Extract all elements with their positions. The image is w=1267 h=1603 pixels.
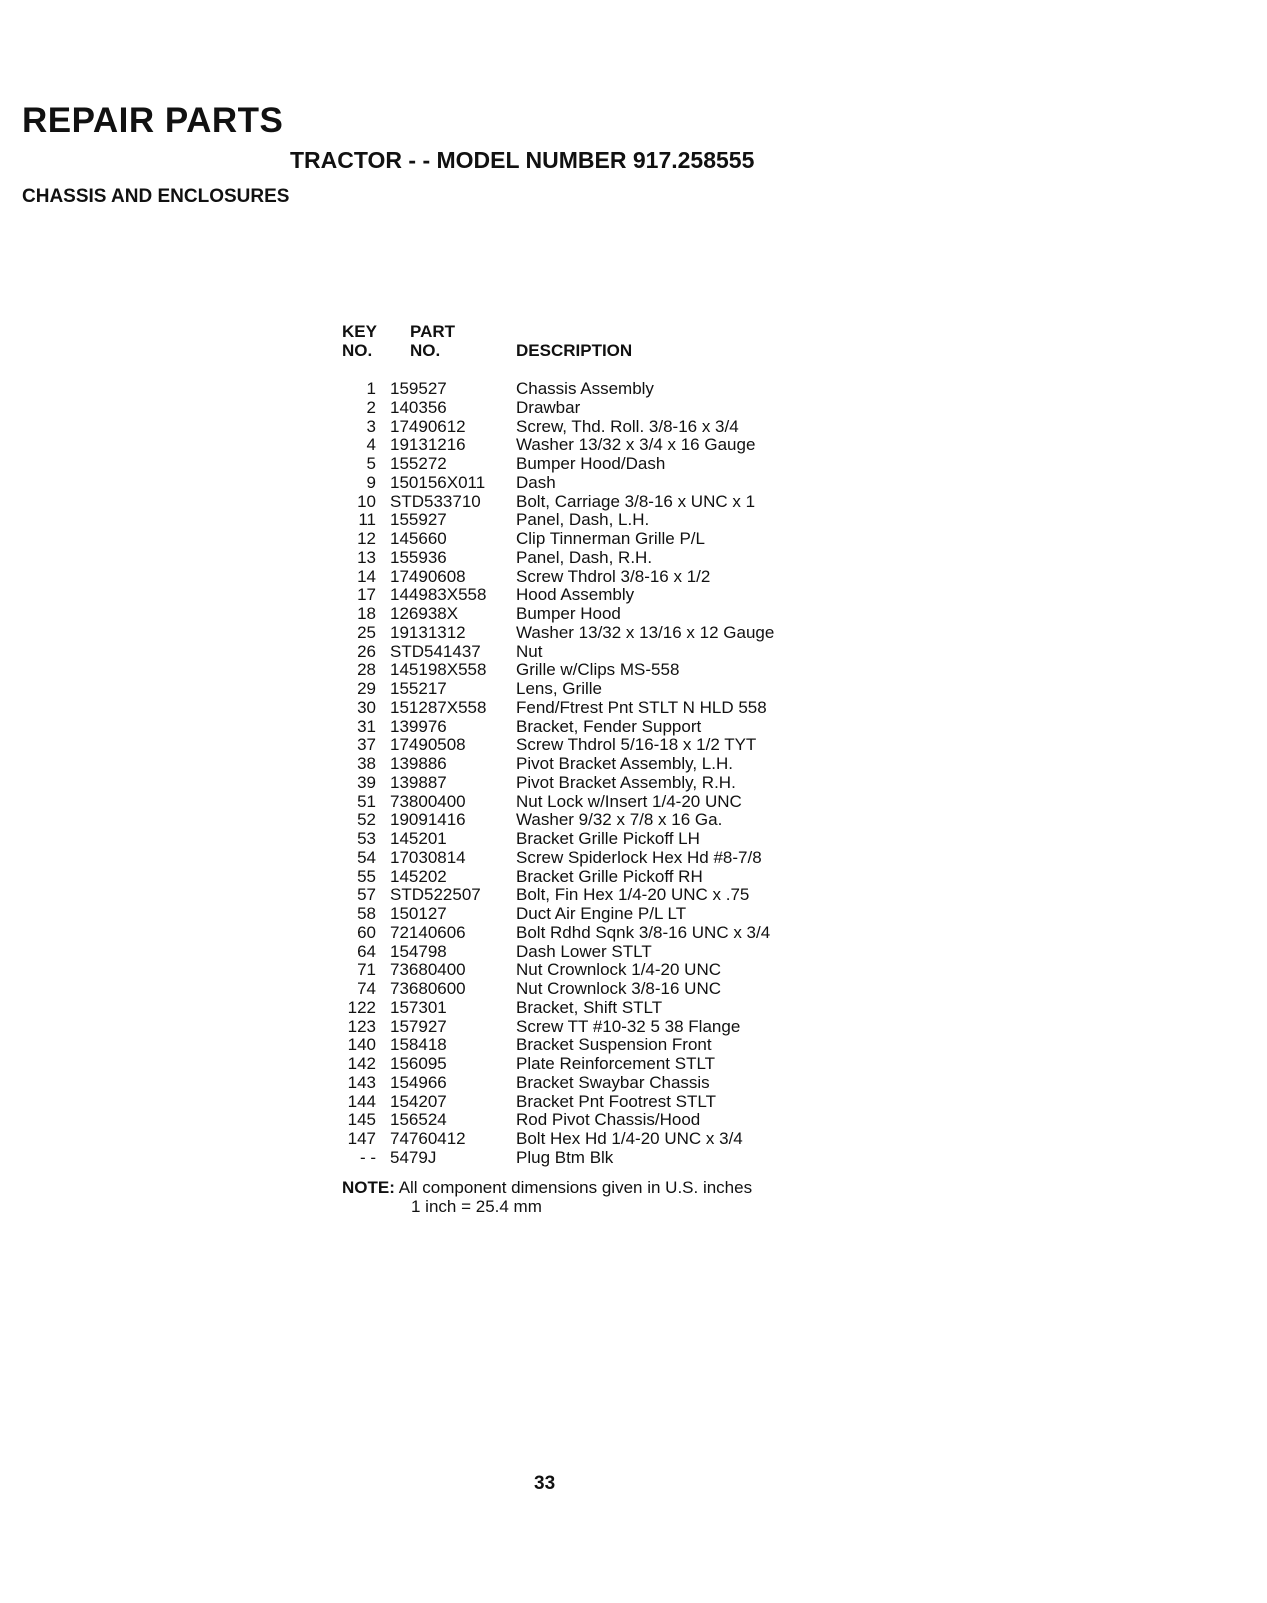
part-description: Panel, Dash, R.H. <box>516 547 653 567</box>
list-item <box>340 1036 860 1055</box>
part-number: 5479J <box>390 1147 437 1167</box>
part-number: 145198X558 <box>390 660 487 680</box>
list-item <box>340 943 860 962</box>
part-description: Nut Crownlock 1/4-20 UNC <box>516 960 722 980</box>
list-item <box>340 905 860 924</box>
part-number: 19091416 <box>390 810 466 830</box>
list-item <box>340 380 860 399</box>
part-number: 150156X011 <box>390 472 486 492</box>
part-number: 154207 <box>390 1091 447 1111</box>
key-number: 142 <box>347 1054 376 1073</box>
list-item <box>340 511 860 530</box>
note <box>342 1178 752 1197</box>
part-description: Screw Thdrol 3/8-16 x 1/2 <box>516 566 711 586</box>
part-number: 139886 <box>390 754 447 773</box>
key-number: 9 <box>366 472 376 492</box>
part-number: 155927 <box>390 510 447 530</box>
part-description: Lens, Grille <box>516 679 602 698</box>
part-number: 74760412 <box>390 1129 466 1148</box>
key-number: 13 <box>357 547 376 567</box>
list-item <box>340 793 860 812</box>
part-description: Screw, Thd. Roll. 3/8-16 x 3/4 <box>516 416 739 436</box>
list-item <box>340 830 860 849</box>
part-description: Bracket Grille Pickoff LH <box>516 829 700 848</box>
part-description: Bolt Rdhd Sqnk 3/8-16 UNC x 3/4 <box>516 922 771 942</box>
key-number: 60 <box>357 922 376 942</box>
list-item <box>340 568 860 587</box>
list-item <box>340 699 860 718</box>
part-description: Plate Reinforcement STLT <box>516 1054 716 1073</box>
part-number: 17030814 <box>390 847 466 867</box>
key-number: 52 <box>357 810 376 830</box>
key-header-line1: KEY <box>342 322 377 341</box>
key-number: 14 <box>357 566 376 586</box>
part-number: 151287X558 <box>390 697 487 717</box>
list-item <box>340 774 860 793</box>
part-number: 158418 <box>390 1035 447 1055</box>
key-number: 18 <box>357 604 376 623</box>
key-number: 17 <box>357 585 376 605</box>
part-description: Bracket Pnt Footrest STLT <box>516 1091 716 1111</box>
list-item <box>340 1111 860 1130</box>
list-item <box>340 661 860 680</box>
key-number: 30 <box>357 697 376 717</box>
list-item <box>340 624 860 643</box>
list-item <box>340 886 860 905</box>
part-number: 154966 <box>390 1072 447 1092</box>
part-description: Pivot Bracket Assembly, R.H. <box>516 772 736 792</box>
part-number: 156524 <box>390 1110 447 1130</box>
key-number: 38 <box>357 754 376 773</box>
parts-list <box>340 380 860 1168</box>
key-number: 39 <box>357 772 376 792</box>
part-description: Nut Crownlock 3/8-16 UNC <box>516 979 722 998</box>
list-item <box>340 1093 860 1112</box>
part-description: Rod Pivot Chassis/Hood <box>516 1110 701 1130</box>
key-number: 140 <box>347 1035 376 1055</box>
part-number: 126938X <box>390 604 459 623</box>
key-number: 31 <box>357 716 376 736</box>
list-item <box>340 586 860 605</box>
list-item <box>340 549 860 568</box>
list-item <box>340 455 860 474</box>
part-description: Bumper Hood <box>516 604 621 623</box>
part-description: Bracket, Shift STLT <box>516 997 663 1017</box>
part-description: Washer 9/32 x 7/8 x 16 Ga. <box>516 810 723 830</box>
key-number: 54 <box>357 847 376 867</box>
key-number: 57 <box>357 885 376 905</box>
note-conversion: 1 inch = 25.4 mm <box>411 1197 542 1216</box>
key-number: 29 <box>357 679 376 698</box>
part-number: STD533710 <box>390 491 481 511</box>
part-number: 145202 <box>390 866 447 886</box>
key-number: 11 <box>358 510 376 530</box>
part-description: Bracket, Fender Support <box>516 716 702 736</box>
list-item <box>340 1055 860 1074</box>
key-number: 147 <box>347 1129 376 1148</box>
key-number: 74 <box>357 979 376 998</box>
key-number: 25 <box>357 622 376 642</box>
key-number: 53 <box>357 829 376 848</box>
part-description: Screw Spiderlock Hex Hd #8-7/8 <box>516 847 762 867</box>
section-heading: CHASSIS AND ENCLOSURES <box>22 186 290 207</box>
list-item <box>340 530 860 549</box>
part-description: Screw Thdrol 5/16-18 x 1/2 TYT <box>516 735 757 755</box>
part-description: Nut Lock w/Insert 1/4-20 UNC <box>516 791 742 811</box>
key-number: 5 <box>366 454 376 473</box>
key-number: 145 <box>347 1110 376 1130</box>
note-label: NOTE: <box>342 1178 395 1197</box>
key-number: 144 <box>347 1091 376 1111</box>
list-item <box>340 868 860 887</box>
part-number: 140356 <box>390 397 447 417</box>
part-description: Bolt Hex Hd 1/4-20 UNC x 3/4 <box>516 1129 743 1148</box>
part-description: Drawbar <box>516 397 581 417</box>
list-item <box>340 1074 860 1093</box>
part-description: Fend/Ftrest Pnt STLT N HLD 558 <box>516 697 767 717</box>
part-number: 144983X558 <box>390 585 487 605</box>
part-description: Duct Air Engine P/L LT <box>516 904 687 923</box>
list-item <box>340 643 860 662</box>
part-number: 139887 <box>390 772 447 792</box>
part-description: Grille w/Clips MS-558 <box>516 660 680 680</box>
description-column-header: DESCRIPTION <box>516 341 633 360</box>
part-number: 145660 <box>390 529 447 548</box>
part-description: Panel, Dash, L.H. <box>516 510 650 530</box>
part-no-column-header <box>410 322 455 360</box>
part-description: Chassis Assembly <box>516 379 654 398</box>
part-number: 73680600 <box>390 979 466 998</box>
part-description: Bumper Hood/Dash <box>516 454 666 473</box>
part-description: Dash <box>516 472 556 492</box>
part-header-line2: NO. <box>410 341 441 360</box>
key-number: 58 <box>357 904 376 923</box>
part-description: Screw TT #10-32 5 38 Flange <box>516 1016 741 1036</box>
list-item <box>340 418 860 437</box>
part-number: 73680400 <box>390 960 466 980</box>
part-description: Bolt, Carriage 3/8-16 x UNC x 1 <box>516 491 756 511</box>
list-item <box>340 811 860 830</box>
key-number: 12 <box>357 529 376 548</box>
part-number: STD522507 <box>390 885 481 905</box>
list-item <box>340 1149 860 1168</box>
part-description: Washer 13/32 x 13/16 x 12 Gauge <box>516 622 775 642</box>
key-number: 4 <box>366 435 376 455</box>
list-item <box>340 961 860 980</box>
part-description: Washer 13/32 x 3/4 x 16 Gauge <box>516 435 756 455</box>
list-item <box>340 436 860 455</box>
part-description: Nut <box>516 641 543 661</box>
list-item <box>340 999 860 1018</box>
part-number: 19131216 <box>390 435 466 455</box>
model-heading: TRACTOR - - MODEL NUMBER 917.258555 <box>290 147 755 173</box>
list-item <box>340 755 860 774</box>
part-description: Dash Lower STLT <box>516 941 652 961</box>
part-description: Pivot Bracket Assembly, L.H. <box>516 754 733 773</box>
part-description: Bolt, Fin Hex 1/4-20 UNC x .75 <box>516 885 750 905</box>
part-description: Hood Assembly <box>516 585 635 605</box>
key-number: 55 <box>357 866 376 886</box>
key-number: 122 <box>347 997 376 1017</box>
part-number: 157927 <box>390 1016 447 1036</box>
key-number: 71 <box>357 960 376 980</box>
part-description: Bracket Grille Pickoff RH <box>516 866 703 886</box>
part-description: Clip Tinnerman Grille P/L <box>516 529 705 548</box>
key-no-column-header <box>342 322 377 360</box>
part-description: Bracket Suspension Front <box>516 1035 712 1055</box>
note-text: All component dimensions given in U.S. inches <box>398 1178 753 1197</box>
key-number: 2 <box>366 397 376 417</box>
key-number: 51 <box>357 791 376 811</box>
part-number: 139976 <box>390 716 447 736</box>
part-description: Bracket Swaybar Chassis <box>516 1072 710 1092</box>
part-description: Plug Btm Blk <box>516 1147 614 1167</box>
key-number: - - <box>359 1147 376 1167</box>
list-item <box>340 605 860 624</box>
part-number: 72140606 <box>390 922 466 942</box>
list-item <box>340 980 860 999</box>
part-number: STD541437 <box>390 641 481 661</box>
part-number: 155272 <box>390 454 447 473</box>
key-number: 10 <box>357 491 376 511</box>
part-number: 150127 <box>390 904 447 923</box>
key-number: 1 <box>366 379 376 398</box>
list-item <box>340 849 860 868</box>
list-item <box>340 1130 860 1149</box>
list-item <box>340 474 860 493</box>
key-number: 123 <box>347 1016 376 1036</box>
key-number: 37 <box>357 735 376 755</box>
part-number: 17490608 <box>390 566 466 586</box>
list-item <box>340 680 860 699</box>
part-number: 17490612 <box>390 416 466 436</box>
part-number: 159527 <box>390 379 447 398</box>
list-item <box>340 399 860 418</box>
part-header-line1: PART <box>410 322 456 341</box>
key-number: 28 <box>357 660 376 680</box>
key-number: 26 <box>357 641 376 661</box>
part-number: 73800400 <box>390 791 466 811</box>
page-title: REPAIR PARTS <box>22 101 284 140</box>
part-number: 19131312 <box>390 622 466 642</box>
key-number: 3 <box>366 416 376 436</box>
key-number: 64 <box>357 941 376 961</box>
part-number: 156095 <box>390 1054 447 1073</box>
key-number: 143 <box>347 1072 376 1092</box>
part-number: 145201 <box>390 829 447 848</box>
list-item <box>340 1018 860 1037</box>
list-item <box>340 924 860 943</box>
part-number: 157301 <box>390 997 447 1017</box>
part-number: 17490508 <box>390 735 466 755</box>
part-number: 154798 <box>390 941 447 961</box>
list-item <box>340 736 860 755</box>
page-number: 33 <box>534 1473 556 1494</box>
part-number: 155936 <box>390 547 447 567</box>
list-item <box>340 493 860 512</box>
list-item <box>340 718 860 737</box>
key-header-line2: NO. <box>342 341 373 360</box>
part-number: 155217 <box>390 679 447 698</box>
